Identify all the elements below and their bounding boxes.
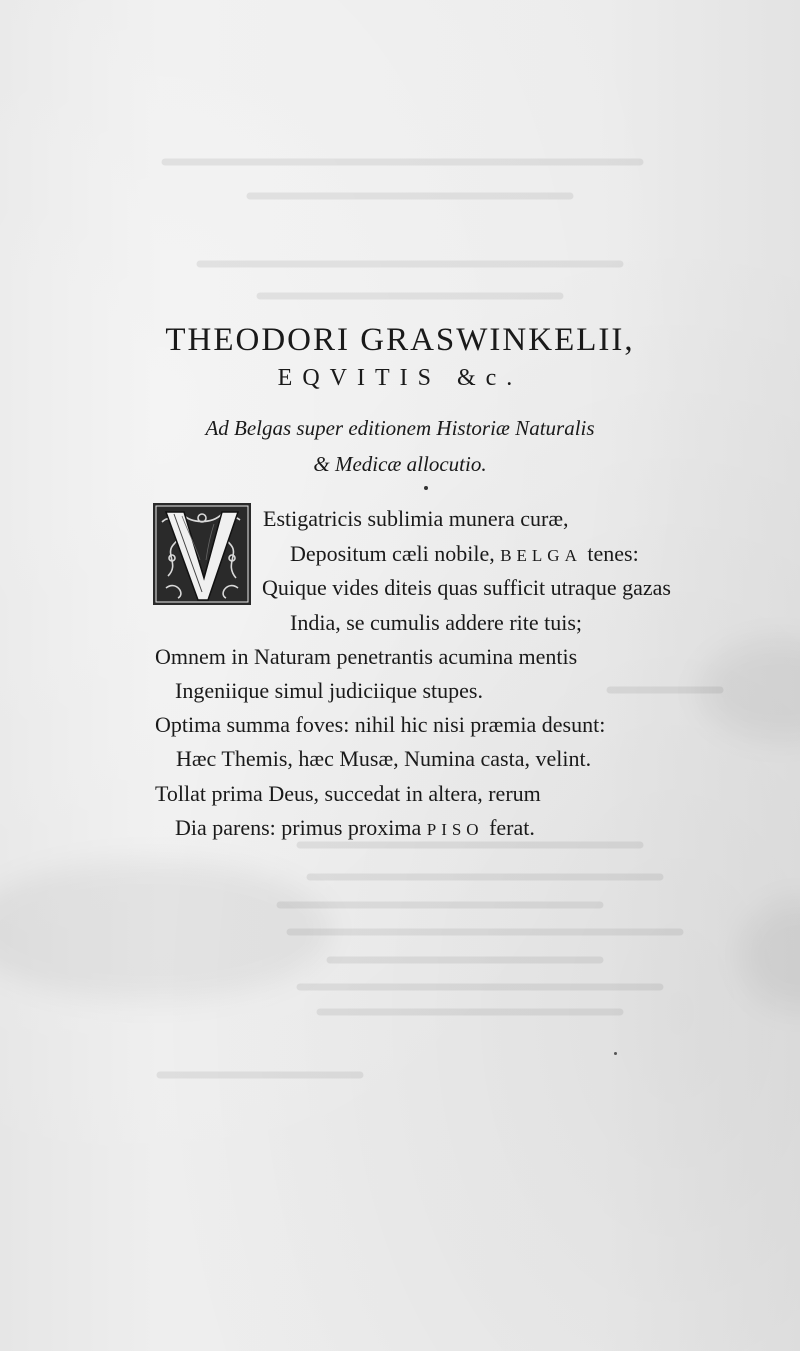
decorated-initial-v — [152, 502, 252, 606]
verse-text: Hæc Themis, hæc Musæ, Numina casta, velint. — [176, 746, 592, 771]
verse-line — [175, 817, 535, 839]
verse-text: Ingeniique simul judiciique stupes. — [175, 678, 483, 703]
verse-text: India, se cumulis addere rite tuis; — [290, 610, 583, 635]
verse-line — [290, 543, 639, 565]
caption-line-2: & Medicæ allocutio. — [313, 452, 487, 476]
ornament-dot — [424, 486, 428, 490]
verse-text: ferat. — [483, 815, 535, 840]
page-title: THEODORI GRASWINKELII, — [165, 322, 635, 358]
verse-line — [176, 748, 591, 770]
verse-small-caps: BELGA — [500, 546, 582, 565]
ornament-dot — [614, 1052, 617, 1055]
verse-line — [155, 714, 605, 736]
verse-text: Estigatricis sublimia munera curæ, — [263, 506, 569, 531]
verse-text: Depositum cæli nobile, — [290, 541, 501, 566]
verse-text: tenes: — [581, 541, 639, 566]
verse-line — [262, 577, 671, 599]
verse-text: Optima summa foves: nihil hic nisi præmia desunt: — [155, 712, 606, 737]
verse-text: Dia parens: primus proxima — [175, 815, 427, 840]
verse-text: Quique vides diteis quas sufficit utraque gazas — [262, 575, 671, 600]
verse-line — [155, 783, 541, 805]
caption-line-1: Ad Belgas super editionem Historiæ Naturalis — [205, 416, 595, 440]
verse-text: Tollat prima Deus, succedat in altera, rerum — [155, 781, 541, 806]
subtitle: EQVITIS &c. — [277, 365, 523, 391]
verse-line — [155, 646, 577, 668]
verse-line — [175, 680, 483, 702]
verse-line — [290, 612, 582, 634]
verse-line — [263, 508, 569, 530]
verse-small-caps: PISO — [426, 820, 484, 839]
verse-text: Omnem in Naturam penetrantis acumina mentis — [155, 644, 578, 669]
